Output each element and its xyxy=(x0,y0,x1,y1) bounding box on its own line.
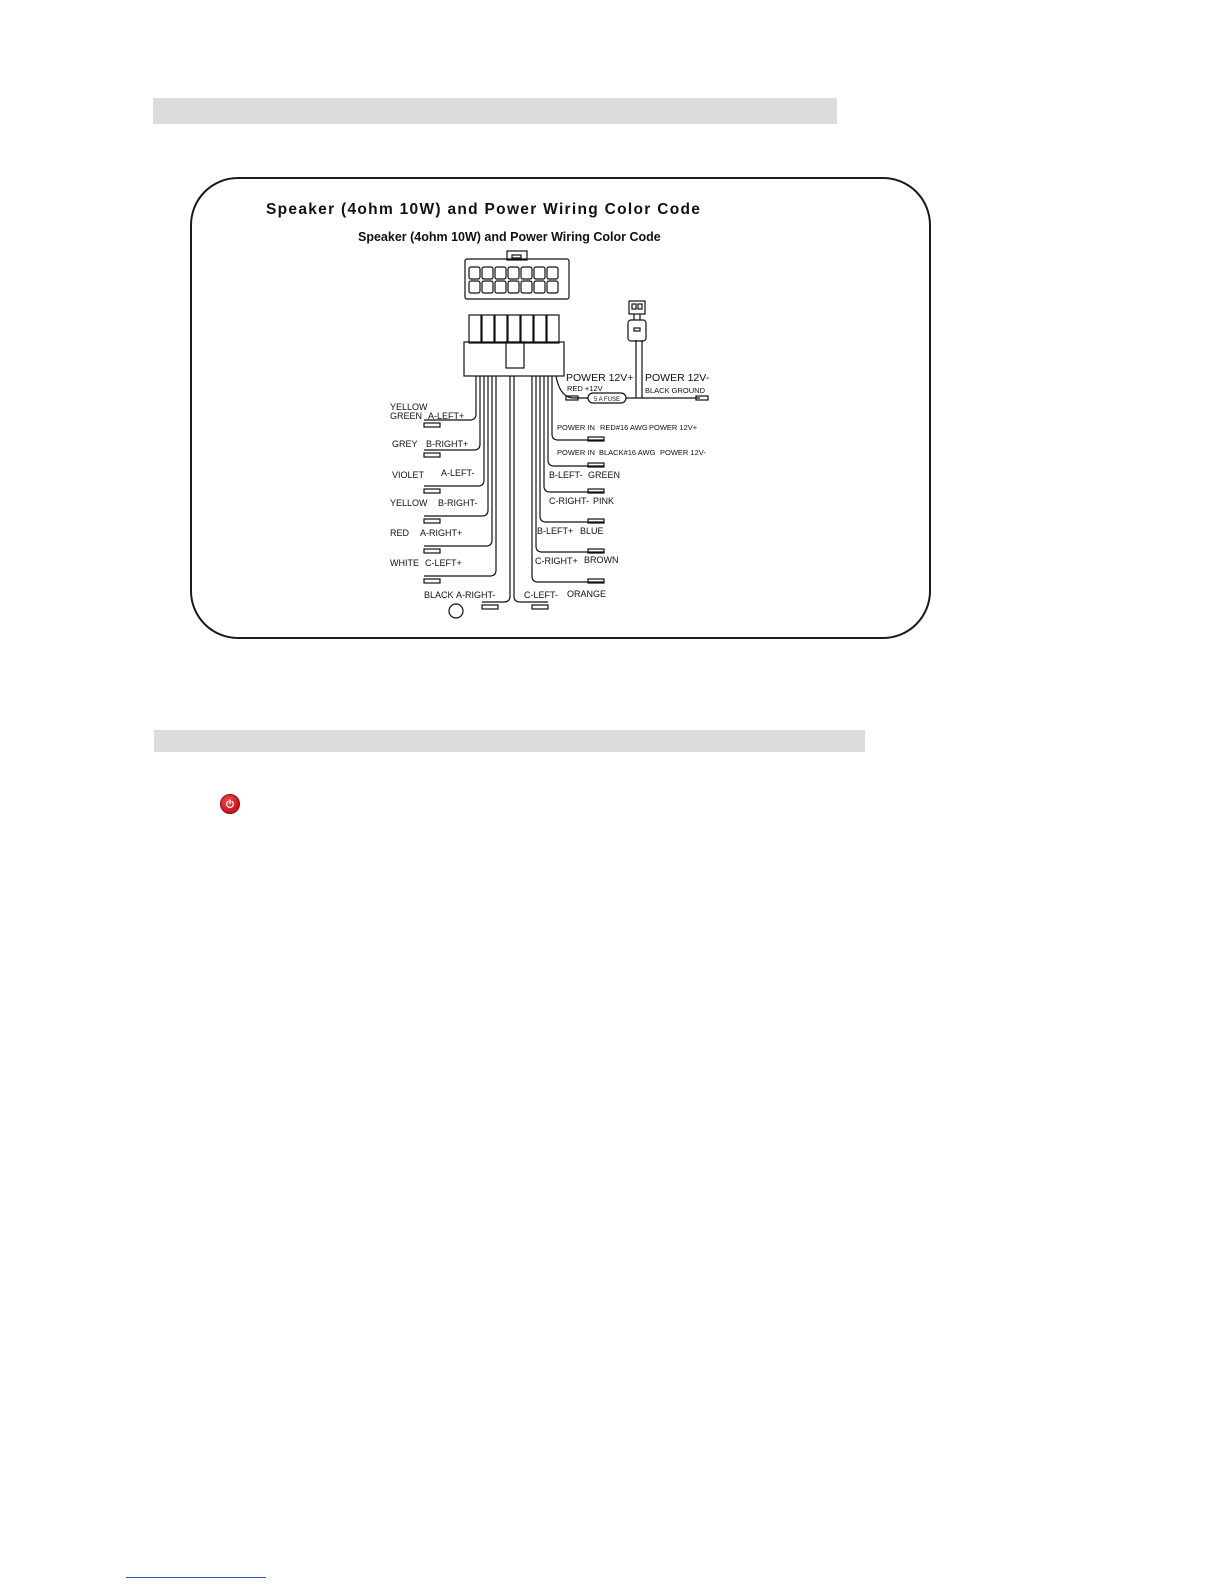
wire-channel-label: POWER IN xyxy=(557,448,595,457)
wire-channel-label: C-RIGHT+ xyxy=(535,556,578,566)
wire-channel-label: A-LEFT+ xyxy=(428,411,465,421)
diagram-title: Speaker (4ohm 10W) and Power Wiring Color Code xyxy=(266,201,702,218)
footer-link-underline[interactable] xyxy=(126,1577,266,1578)
wire-color-label: VIOLET xyxy=(392,470,425,480)
fuse-label: 5 A FUSE xyxy=(594,397,621,403)
wire-channel-label: B-LEFT- xyxy=(549,470,583,480)
wire-color-label: WHITE xyxy=(390,558,419,568)
wire-channel-label: B-RIGHT- xyxy=(438,498,478,508)
wire-channel-label: B-LEFT+ xyxy=(537,526,574,536)
power-black-label: BLACK GROUND xyxy=(645,386,706,395)
wire-color-label: PINK xyxy=(593,496,615,506)
wire-color-label: YELLOW xyxy=(390,498,428,508)
wire-color-label: RED xyxy=(390,528,410,538)
power-minus-label: POWER 12V- xyxy=(645,372,710,384)
wire-channel-label: POWER IN xyxy=(557,423,595,432)
wire-channel-label: B-RIGHT+ xyxy=(426,439,469,449)
wire-channel-label: A-LEFT- xyxy=(441,468,475,478)
wire-channel-label: A-RIGHT- xyxy=(456,590,496,600)
wire-color-label: BLACK#16 AWG xyxy=(599,448,656,457)
wire-color-label: YELLOW xyxy=(390,402,428,412)
wire-function-label: POWER 12V+ xyxy=(649,423,698,432)
diagram-subtitle: Speaker (4ohm 10W) and Power Wiring Color Code xyxy=(358,230,661,244)
wire-color-label: ORANGE xyxy=(567,589,607,599)
wire-color-label: BLUE xyxy=(580,526,604,536)
wire-color-label: GREEN xyxy=(588,470,621,480)
wire-channel-label: C-RIGHT- xyxy=(549,496,589,506)
wire-color-label: RED#16 AWG xyxy=(600,423,648,432)
wire-function-label: POWER 12V- xyxy=(660,448,706,457)
plug-pins xyxy=(469,267,558,293)
wire-color-label: GREY xyxy=(392,439,418,449)
ground-ring-terminal xyxy=(449,604,463,618)
power-red-label: RED +12V xyxy=(567,384,603,393)
power-icon xyxy=(220,794,240,814)
left-wire-bundle xyxy=(424,376,548,602)
wire-channel-label: A-RIGHT+ xyxy=(420,528,463,538)
wire-color-label: BROWN xyxy=(584,555,619,565)
right-wire-labels xyxy=(524,423,706,600)
wire-channel-label: C-LEFT- xyxy=(524,590,559,600)
wire-color-label: BLACK xyxy=(424,590,454,600)
harness-connector xyxy=(464,315,564,376)
wire-channel-label: C-LEFT+ xyxy=(425,558,462,568)
wire-color-label: GREEN xyxy=(390,411,423,421)
power-plus-label: POWER 12V+ xyxy=(566,372,634,384)
